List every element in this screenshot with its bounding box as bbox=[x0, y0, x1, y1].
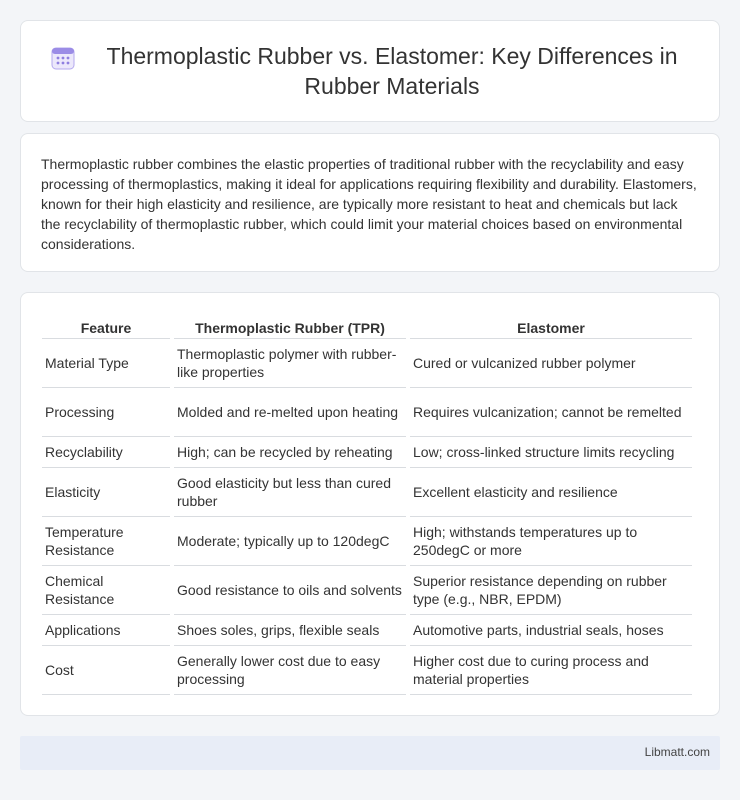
cell-tpr: Moderate; typically up to 120degC bbox=[174, 517, 406, 566]
cell-tpr: Thermoplastic polymer with rubber-like properties bbox=[174, 339, 406, 388]
table-row bbox=[42, 388, 692, 437]
cell-feature: Material Type bbox=[42, 339, 170, 388]
page-title: Thermoplastic Rubber vs. Elastomer: Key Differences in Rubber Materials bbox=[106, 43, 678, 99]
footer-bar bbox=[20, 736, 720, 770]
cell-tpr: Good resistance to oils and solvents bbox=[174, 566, 406, 615]
cell-feature: Processing bbox=[42, 388, 170, 437]
table-row bbox=[42, 566, 692, 615]
cell-elastomer: Excellent elasticity and resilience bbox=[410, 468, 692, 517]
table-row bbox=[42, 646, 692, 695]
cell-tpr: Generally lower cost due to easy processing bbox=[174, 646, 406, 695]
cell-tpr: High; can be recycled by reheating bbox=[174, 437, 406, 468]
cell-feature: Chemical Resistance bbox=[42, 566, 170, 615]
cell-elastomer: Automotive parts, industrial seals, hoses bbox=[410, 615, 692, 646]
cell-feature: Cost bbox=[42, 646, 170, 695]
summary-paragraph: Thermoplastic rubber combines the elastic properties of traditional rubber with the recyclability and easy processing of thermoplastics, making it ideal for applications requiring flexibility and durability. Elastomers, known for their high elasticity and resilience, are typically more resistant to heat and chemicals but lack the recyclability of thermoplastic rubber, which could limit your material choices based on environmental considerations. bbox=[41, 156, 697, 252]
comparison-table bbox=[38, 313, 696, 695]
table-row bbox=[42, 339, 692, 388]
cell-elastomer: High; withstands temperatures up to 250degC or more bbox=[410, 517, 692, 566]
table-row bbox=[42, 517, 692, 566]
cell-elastomer: Requires vulcanization; cannot be remelted bbox=[410, 388, 692, 437]
header-feature: Feature bbox=[42, 313, 170, 339]
cell-feature: Temperature Resistance bbox=[42, 517, 170, 566]
footer-brand[interactable]: Libmatt.com bbox=[644, 745, 710, 759]
comparison-card bbox=[20, 292, 720, 716]
cell-elastomer: Superior resistance depending on rubber type (e.g., NBR, EPDM) bbox=[410, 566, 692, 615]
cell-elastomer: Higher cost due to curing process and material properties bbox=[410, 646, 692, 695]
cell-tpr: Good elasticity but less than cured rubber bbox=[174, 468, 406, 517]
summary-card bbox=[20, 133, 720, 272]
table-row bbox=[42, 437, 692, 468]
table-row bbox=[42, 615, 692, 646]
table-header-row bbox=[42, 313, 692, 339]
title-row bbox=[50, 41, 690, 101]
cell-feature: Recyclability bbox=[42, 437, 170, 468]
cell-elastomer: Cured or vulcanized rubber polymer bbox=[410, 339, 692, 388]
cell-feature: Applications bbox=[42, 615, 170, 646]
table-row bbox=[42, 468, 692, 517]
header-tpr: Thermoplastic Rubber (TPR) bbox=[174, 313, 406, 339]
cell-feature: Elasticity bbox=[42, 468, 170, 517]
title-card bbox=[20, 20, 720, 122]
header-elastomer: Elastomer bbox=[410, 313, 692, 339]
cell-elastomer: Low; cross-linked structure limits recycling bbox=[410, 437, 692, 468]
cell-tpr: Molded and re-melted upon heating bbox=[174, 388, 406, 437]
cell-tpr: Shoes soles, grips, flexible seals bbox=[174, 615, 406, 646]
calendar-icon bbox=[50, 45, 76, 71]
